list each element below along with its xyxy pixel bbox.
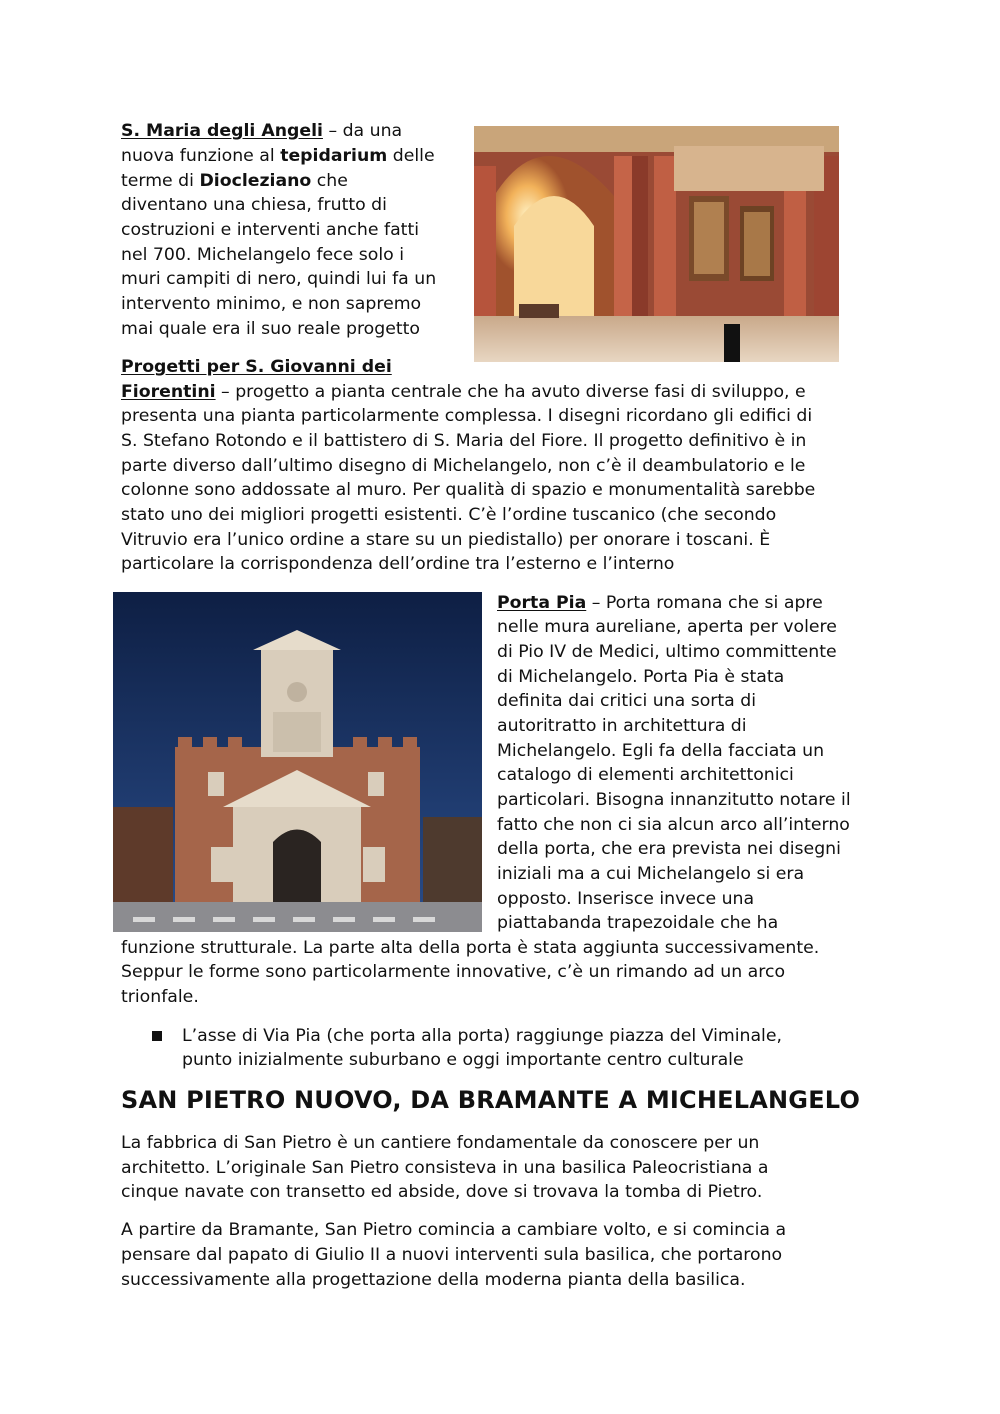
porta-pia-side-line: piattabanda trapezoidale che ha [497,913,779,933]
porta-pia-illustration [113,592,482,932]
santa-maria-line-7: muri campiti di nero, quindi lui fa un [121,269,437,289]
san-giovanni-line-8: particolare la corrispondenza dell’ordine tra l’esterno e l’interno [121,554,675,574]
porta-pia-side-line: iniziali ma a cui Michelangelo si era [497,864,805,884]
san-giovanni-title: Progetti per S. Giovanni dei [121,357,392,377]
text-fragment: – Porta romana che si apre [586,593,823,613]
porta-pia-side-line: autoritratto in architettura di [497,716,747,736]
term-tepidarium: tepidarium [280,146,388,166]
term-diocleziano: Diocleziano [199,171,312,191]
text-fragment: che [311,171,348,191]
text-fragment: delle [387,146,435,166]
porta-pia-side-line: nelle mura aureliane, aperta per volere [497,617,837,637]
santa-maria-line-5: costruzioni e interventi anche fatti [121,220,420,240]
santa-maria-line-3 [121,169,348,194]
san-pietro-p2-line: pensare dal papato di Giulio II a nuovi interventi sula basilica, che portarono [121,1245,783,1265]
porta-pia-photo [113,592,482,932]
san-giovanni-line-2: presenta una pianta particolarmente complessa. I disegni ricordano gli edifici di [121,406,813,426]
san-giovanni-line-7: Vitruvio era l’unico ordine a stare su un piedistallo) per onorare i toscani. È [121,530,771,550]
santa-maria-line-2 [121,144,435,169]
san-pietro-heading: SAN PIETRO NUOVO, DA BRAMANTE A MICHELANGELO [121,1086,861,1114]
santa-maria-line-9: mai quale era il suo reale progetto [121,319,420,339]
porta-pia-side-line: definita dai critici una sorta di [497,691,757,711]
church-interior-illustration [474,126,839,362]
porta-pia-full-line: funzione strutturale. La parte alta della porta è stata aggiunta successivamente. [121,938,820,958]
porta-pia-full-line: trionfale. [121,987,199,1007]
san-giovanni-line-6: stato uno dei migliori progetti esistenti. C’è l’ordine tuscanico (che secondo [121,505,777,525]
san-pietro-p1-line: architetto. L’originale San Pietro consisteva in una basilica Paleocristiana a [121,1158,769,1178]
san-giovanni-line-4: parte diverso dall’ultimo disegno di Michelangelo, non c’è il deambulatorio e le [121,456,806,476]
porta-pia-full-line: Seppur le forme sono particolarmente innovative, c’è un rimando ad un arco [121,962,786,982]
text-fragment: – progetto a pianta centrale che ha avuto diverse fasi di sviluppo, e [215,382,806,402]
porta-pia-side-line: di Pio IV de Medici, ultimo committente [497,642,837,662]
bullet-line-2: punto inizialmente suburbano e oggi importante centro culturale [182,1050,744,1070]
text-fragment: terme di [121,171,200,191]
santa-maria-line-1 [121,119,402,144]
text-fragment: nuova funzione al [121,146,281,166]
porta-pia-side-line: di Michelangelo. Porta Pia è stata [497,667,785,687]
porta-pia-side-line: catalogo di elementi architettonici [497,765,794,785]
santa-maria-title: S. Maria degli Angeli [121,121,323,141]
bullet-square-icon [152,1031,162,1041]
porta-pia-side-line: Michelangelo. Egli fa della facciata un [497,741,825,761]
bullet-line-1: L’asse di Via Pia (che porta alla porta) raggiunge piazza del Viminale, [182,1026,782,1046]
san-pietro-p1-line: cinque navate con transetto ed abside, dove si trovava la tomba di Pietro. [121,1182,763,1202]
san-pietro-p2-line: A partire da Bramante, San Pietro comincia a cambiare volto, e si comincia a [121,1220,787,1240]
san-pietro-p2-line: successivamente alla progettazione della moderna pianta della basilica. [121,1270,746,1290]
san-giovanni-line-3: S. Stefano Rotondo e il battistero di S. Maria del Fiore. Il progetto definitivo è in [121,431,807,451]
san-pietro-p1-line: La fabbrica di San Pietro è un cantiere fondamentale da conoscere per un [121,1133,760,1153]
santa-maria-line-1-rest: – da una [322,121,403,141]
santa-maria-line-6: nel 700. Michelangelo fece solo i [121,245,405,265]
san-giovanni-line-5: colonne sono addossate al muro. Per qualità di spazio e monumentalità sarebbe [121,480,816,500]
santa-maria-line-4: diventano una chiesa, frutto di [121,195,387,215]
santa-maria-line-8: intervento minimo, e non sapremo [121,294,422,314]
porta-pia-side-line: della porta, che era prevista nei disegni [497,839,841,859]
porta-pia-side-line: opposto. Inserisce invece una [497,889,755,909]
santa-maria-interior-photo [474,126,839,362]
porta-pia-side-line: fatto che non ci sia alcun arco all’interno [497,815,850,835]
porta-pia-title: Porta Pia [497,593,587,613]
porta-pia-side-line: particolari. Bisogna innanzitutto notare il [497,790,851,810]
san-giovanni-title-2: Fiorentini [121,382,216,402]
porta-pia-line-1 [497,591,823,616]
san-giovanni-line-1 [121,380,806,405]
san-giovanni-title-line-1 [121,355,392,380]
